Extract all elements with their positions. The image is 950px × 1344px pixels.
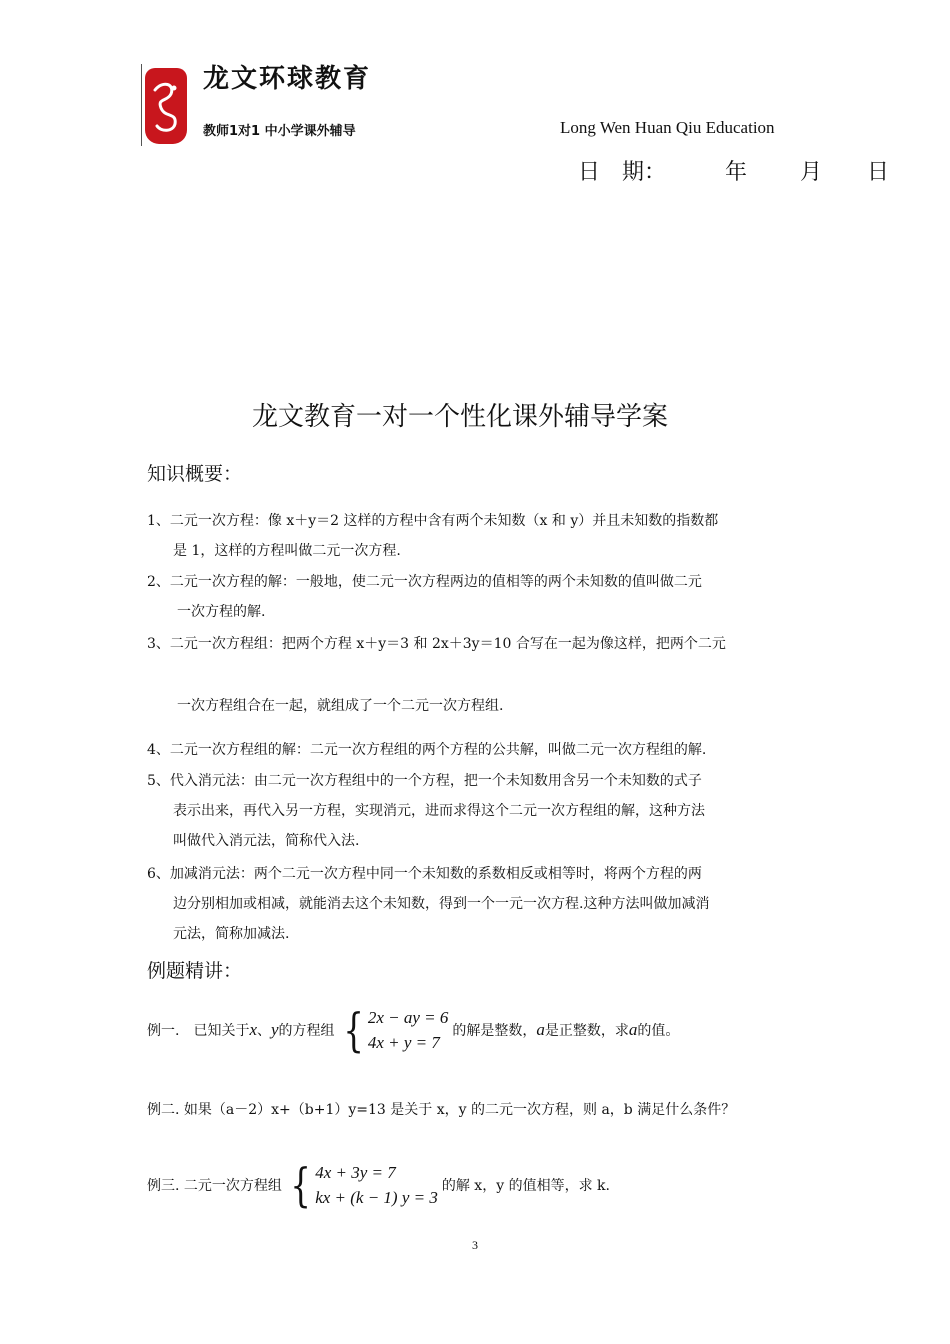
item-line: 2、二元一次方程的解：一般地，使二元一次方程两边的值相等的两个未知数的值叫做二元 <box>147 574 702 590</box>
knowledge-item-1 <box>147 506 817 566</box>
ex1-var-a: a <box>536 1020 545 1039</box>
ex3-equation-system <box>286 1160 438 1210</box>
example-2: 例二. 如果（a－2）x+（b+1）y=13 是关于 x，y 的二元一次方程，则 a，b 满足什么条件？ <box>147 1102 736 1118</box>
brand-tagline: 教师1对1 中小学课外辅导 <box>203 124 356 139</box>
knowledge-heading: 知识概要： <box>147 463 243 485</box>
day-label: 日 <box>867 160 890 185</box>
ex1-prefix: 例一. 已知关于 <box>147 1023 250 1039</box>
examples-heading: 例题精讲： <box>147 960 243 982</box>
date-label: 日 期： <box>578 160 667 185</box>
logo-seal-icon <box>145 68 187 144</box>
page-number: 3 <box>472 1238 478 1252</box>
knowledge-item-4 <box>147 735 817 765</box>
item-line: 是 1，这样的方程叫做二元一次方程. <box>173 543 401 559</box>
example-1 <box>147 1005 679 1055</box>
item-line: 5、代入消元法：由二元一次方程组中的一个方程，把一个未知数用含另一个未知数的式子 <box>147 773 702 789</box>
item-line: 一次方程组合在一起，就组成了一个二元一次方程组. <box>177 698 504 714</box>
brand-name: 龙文环球教育 <box>203 64 372 94</box>
knowledge-item-3 <box>147 629 817 721</box>
item-line: 边分别相加或相减，就能消去这个未知数，得到一个一元一次方程.这种方法叫做加减消 <box>173 896 710 912</box>
left-brace-icon: { <box>342 1003 364 1057</box>
ex1-var-a: a <box>628 1020 638 1039</box>
ex1-suffix-3: 的值。 <box>637 1023 680 1039</box>
item-line: 元法，简称加减法. <box>173 926 290 942</box>
item-line: 叫做代入消元法，简称代入法. <box>173 833 360 849</box>
ex1-equation-1: 2x − ay = 6 <box>367 1008 449 1027</box>
ex1-equation-system <box>339 1005 449 1055</box>
example-3 <box>147 1160 610 1210</box>
ex3-prefix: 例三. 二元一次方程组 <box>147 1178 282 1194</box>
brand-english-name: Long Wen Huan Qiu Education <box>560 118 775 137</box>
ex3-equation-1: 4x + 3y = 7 <box>315 1163 396 1182</box>
item-line: 1、二元一次方程：像 x＋y＝2 这样的方程中含有两个未知数（x 和 y）并且未知数的指数都 <box>147 513 719 529</box>
left-brace-icon: { <box>290 1158 311 1212</box>
year-label: 年 <box>725 160 748 185</box>
ex1-suffix-1: 的解是整数， <box>452 1023 537 1039</box>
item-line: 一次方程的解. <box>177 604 266 620</box>
ex3-suffix: 的解 x，y 的值相等，求 k. <box>441 1178 610 1194</box>
document-title: 龙文教育一对一个性化课外辅导学案 <box>251 402 668 432</box>
knowledge-item-2 <box>147 567 817 627</box>
month-label: 月 <box>800 160 823 185</box>
item-line: 表示出来，再代入另一方程，实现消元，进而求得这个二元一次方程组的解，这种方法 <box>173 803 705 819</box>
ex1-var-x: x <box>249 1020 257 1039</box>
ex1-equation-2: 4x + y = 7 <box>367 1033 440 1052</box>
item-line: 4、二元一次方程组的解：二元一次方程组的两个方程的公共解，叫做二元一次方程组的解. <box>147 742 707 758</box>
ex3-equation-2: kx + (k − 1) y = 3 <box>315 1188 438 1207</box>
item-line: 3、二元一次方程组：把两个方程 x＋y＝3 和 2x＋3y＝10 合写在一起为像这样，把两个二元 <box>147 636 726 652</box>
knowledge-item-6 <box>147 859 817 949</box>
ex1-suffix-2: 是正整数，求 <box>544 1023 629 1039</box>
date-row <box>578 155 889 186</box>
item-line: 6、加减消元法：两个二元一次方程中同一个未知数的系数相反或相等时，将两个方程的两 <box>147 866 702 882</box>
knowledge-item-5 <box>147 766 817 856</box>
ex1-sep: 、 <box>257 1023 271 1039</box>
ex1-mid: 的方程组 <box>278 1023 335 1039</box>
ex1-var-y: y <box>271 1020 279 1039</box>
